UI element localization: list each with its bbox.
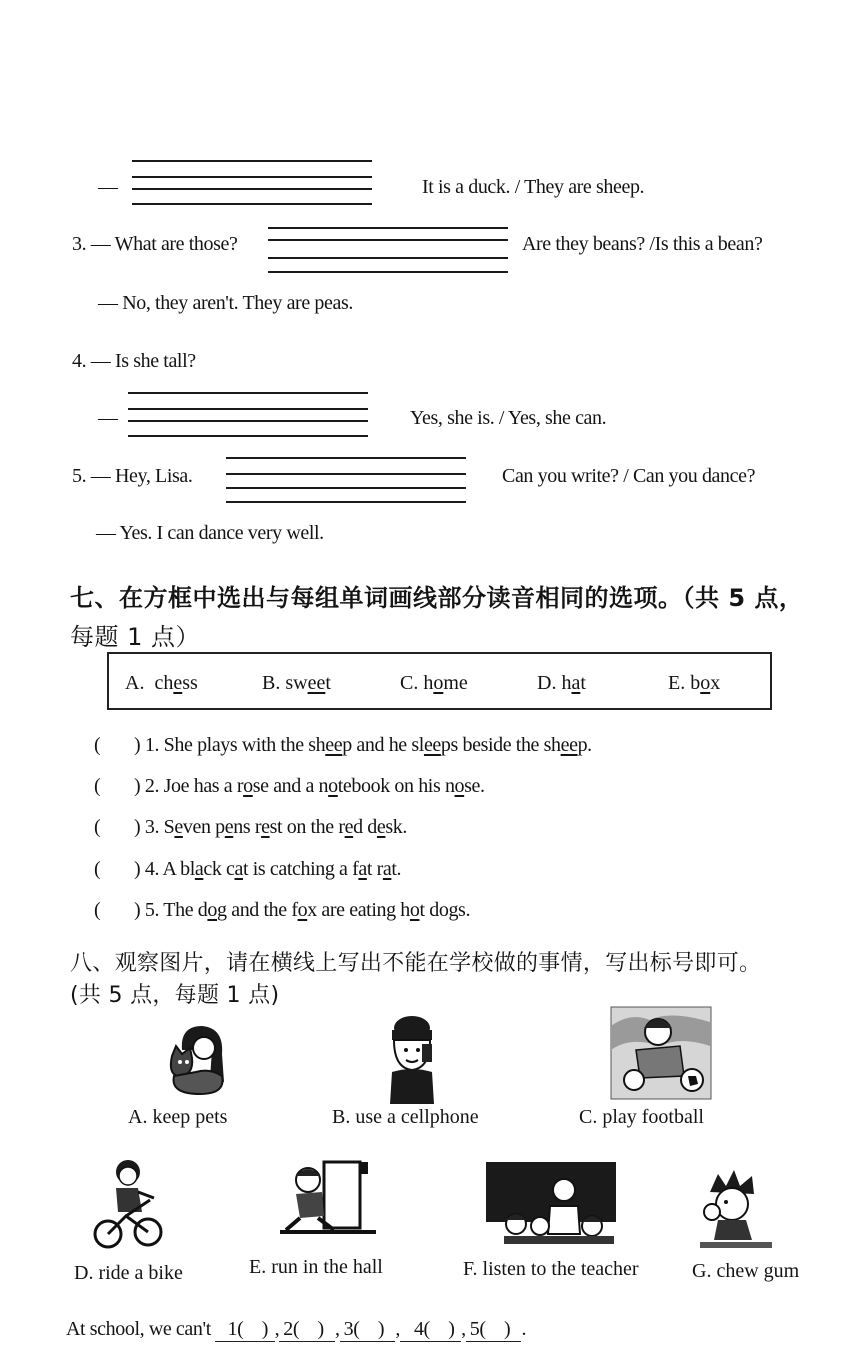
section7-title-line2: 每题 1 点）: [70, 623, 201, 651]
underlined-letters: o: [207, 899, 218, 921]
item3-answer: — No, they aren't. They are peas.: [98, 292, 353, 314]
ride-bike-picture: [92, 1158, 164, 1250]
answer-paren[interactable]: (: [94, 816, 101, 838]
answer-lines-item4: [128, 390, 368, 440]
option-e: E. box: [668, 672, 721, 694]
sentence-text: t.: [391, 858, 402, 880]
caption-f: F. listen to the teacher: [463, 1258, 639, 1280]
question-number: ) 1.: [134, 734, 160, 756]
sentence-text: S: [159, 816, 175, 838]
item5-options: Can you write? / Can you dance?: [502, 465, 756, 487]
underlined-letters: o: [243, 775, 253, 797]
section8-title-line1: 八、观察图片，请在横线上写出不能在学校做的事情，写出标号即可。: [70, 951, 762, 976]
keep-pets-picture: [160, 1020, 236, 1096]
answer-blank-1[interactable]: 1( ): [215, 1318, 274, 1342]
play-football-picture: [610, 1006, 712, 1100]
option-a: A. chess: [125, 672, 198, 694]
answer-lines-item5: [226, 455, 466, 505]
chew-gum-picture: [694, 1168, 776, 1252]
run-in-hall-picture: [278, 1158, 378, 1238]
sentence-text: p.: [577, 734, 592, 756]
caption-c: C. play football: [579, 1106, 704, 1128]
sentence-text: tebook on his n: [337, 775, 455, 797]
underlined-letters: o: [409, 899, 420, 921]
dash-item4: —: [98, 407, 118, 429]
answer-blank-3[interactable]: 3( ): [340, 1318, 396, 1342]
underlined-letters: e: [224, 816, 234, 838]
underlined-letters: ee: [560, 734, 578, 756]
question-row-4: [94, 858, 401, 881]
sentence-text: se.: [464, 775, 485, 797]
question-row-2: [94, 775, 485, 798]
caption-e: E. run in the hall: [249, 1256, 383, 1278]
sentence-text: x are eating h: [307, 899, 410, 921]
answer-paren[interactable]: (: [94, 899, 101, 921]
sentence-text: t is catching a f: [242, 858, 359, 880]
item4-options: Yes, she is. / Yes, she can.: [410, 407, 607, 429]
listen-teacher-picture: [484, 1160, 618, 1246]
sentence-text: ven p: [182, 816, 225, 838]
section8-title-line2: (共 5 点，每题 1 点): [70, 983, 280, 1008]
caption-g: G. chew gum: [692, 1260, 800, 1282]
sentence-text: g and the f: [217, 899, 298, 921]
underlined-letters: a: [358, 858, 367, 880]
answer-paren[interactable]: (: [94, 734, 101, 756]
item3-question: 3. — What are those?: [72, 233, 238, 255]
underlined-letters: e: [261, 816, 270, 838]
option-d: D. hat: [537, 672, 586, 694]
question-number: ) 3.: [134, 816, 160, 838]
option-c: C. home: [400, 672, 468, 694]
underlined-letters: e: [344, 816, 354, 838]
underlined-letters: a: [234, 858, 243, 880]
underlined-letters: e: [376, 816, 386, 838]
section7-title-line1: 七、在方框中选出与每组单词画线部分读音相同的选项。（共 5 点，: [70, 584, 804, 612]
question-row-5: [94, 899, 470, 922]
sentence-text: p and he sl: [342, 734, 424, 756]
question-row-3: [94, 816, 407, 839]
sentence-text: She plays with the sh: [159, 734, 326, 756]
underlined-letters: o: [297, 899, 308, 921]
sentence-text: t dogs.: [419, 899, 471, 921]
item4-question: 4. — Is she tall?: [72, 350, 196, 372]
underlined-letters: ee: [325, 734, 343, 756]
underlined-letters: ee: [423, 734, 441, 756]
sentence-text: The d: [159, 899, 208, 921]
underlined-letters: a: [382, 858, 392, 880]
question-row-1: [94, 734, 592, 757]
answer-lines-item2: [132, 158, 372, 208]
underlined-letters: a: [194, 858, 204, 880]
sentence-text: ns r: [233, 816, 262, 838]
question-number: ) 5.: [134, 899, 160, 921]
answer-blank-5[interactable]: 5( ): [466, 1318, 522, 1342]
sentence-text: st on the r: [269, 816, 345, 838]
option-b: B. sweet: [262, 672, 331, 694]
sentence-text: ps beside the sh: [440, 734, 561, 756]
caption-b: B. use a cellphone: [332, 1106, 479, 1128]
caption-d: D. ride a bike: [74, 1262, 183, 1284]
question-number: ) 2.: [134, 775, 160, 797]
underlined-letters: o: [454, 775, 465, 797]
sentence-text: Joe has a r: [159, 775, 244, 797]
sentence-text: sk.: [385, 816, 407, 838]
underlined-letters: e: [174, 816, 183, 838]
question-number: ) 4.: [134, 858, 160, 880]
item5-answer: — Yes. I can dance very well.: [96, 522, 324, 544]
caption-a: A. keep pets: [128, 1106, 228, 1128]
answer-blank-2[interactable]: 2( ): [279, 1318, 335, 1342]
answer-lines-item3: [268, 225, 508, 275]
answer-paren[interactable]: (: [94, 858, 101, 880]
sentence-text: A bl: [159, 858, 195, 880]
sentence-text: se and a n: [252, 775, 329, 797]
answer-prefix: At school, we can't: [66, 1318, 211, 1340]
sentence-text: ck c: [203, 858, 235, 880]
answer-line: At school, we can't 1( ) , 2( ) , 3( ) , 4( ) , 5( ) .: [66, 1318, 527, 1340]
item5-question: 5. — Hey, Lisa.: [72, 465, 193, 487]
underlined-letters: o: [328, 775, 338, 797]
item3-options: Are they beans? /Is this a bean?: [522, 233, 763, 255]
sentence-text: d d: [353, 816, 377, 838]
item2-reply-options: It is a duck. / They are sheep.: [422, 176, 645, 198]
dash-item2: —: [98, 176, 118, 198]
answer-blank-4[interactable]: 4( ): [400, 1318, 461, 1342]
use-cellphone-picture: [384, 1014, 442, 1104]
sentence-text: t r: [366, 858, 383, 880]
answer-paren[interactable]: (: [94, 775, 101, 797]
